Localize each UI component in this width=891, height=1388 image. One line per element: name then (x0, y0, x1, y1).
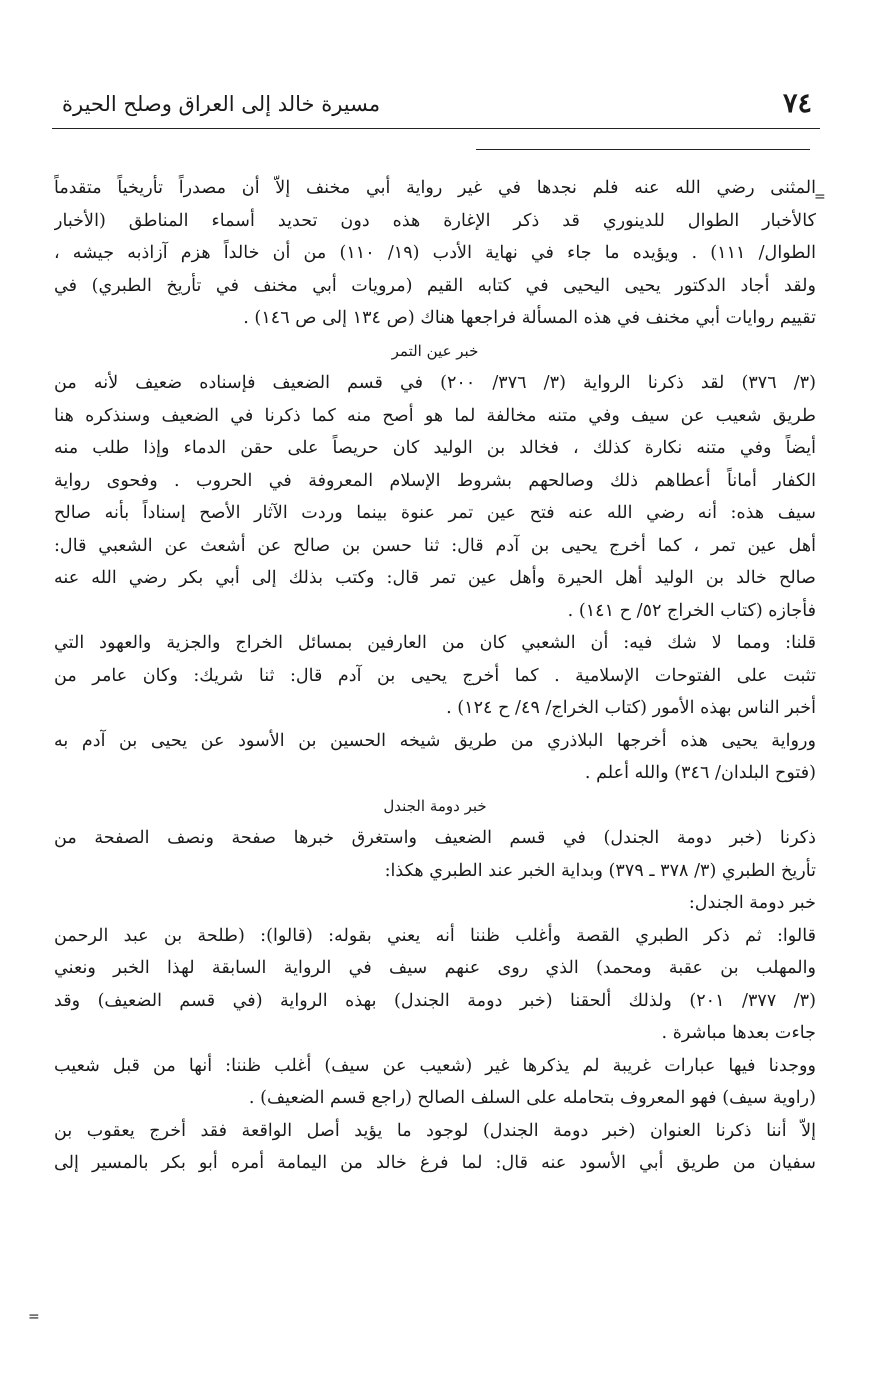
text-line: (راوية سيف) فهو المعروف بتحامله على السلف الصالح (راجع قسم الضعيف) . (248, 1088, 816, 1108)
header-divider (52, 128, 820, 129)
continuation-mark-bottom: = (28, 1309, 40, 1325)
text-line: فأجازه (كتاب الخراج ٥٢/ ح ١٤١) . (567, 600, 816, 621)
text-line: ووجدنا فيها عبارات غريبة لم يذكرها غير (شعيب عن سيف) أغلب ظننا: أنها من قبل شعيب (54, 1055, 816, 1076)
text-line: أخبر الناس بهذه الأمور (كتاب الخراج/ ٤٩/ ح ١٢٤) . (446, 698, 816, 718)
text-line: المثنى رضي الله عنه فلم نجدها في غير رواية أبي مخنف إلاّ أن مصدراً تأريخياً متقدماً (54, 178, 816, 198)
text-line: خبر دومة الجندل: (688, 893, 816, 913)
text-line: قلنا: ومما لا شك فيه: أن الشعبي كان من العارفين بمسائل الخراج والجزية والعهود التي (54, 633, 816, 653)
page-header (52, 84, 820, 124)
text-line: تقييم روايات أبي مخنف في هذه المسألة فراجعها هناك (ص ١٣٤ إلى ص ١٤٦) . (243, 308, 816, 328)
text-line: صالح خالد بن الوليد أهل الحيرة وأهل عين تمر قال: وكتب بذلك إلى أبي بكر رضي الله عنه (54, 568, 816, 588)
text-line: تثبت على الفتوحات الإسلامية . كما أخرج يحيى بن آدم قال: ثنا شريك: وكان عامر من (54, 665, 816, 686)
text-line: ورواية يحيى هذه أخرجها البلاذري من طريق شيخه الحسين بن الأسود عن يحيى بن آدم به (54, 730, 816, 751)
running-title: مسيرة خالد إلى العراق وصلح الحيرة (62, 92, 381, 116)
text-line: قالوا: ثم ذكر الطبري القصة وأغلب ظننا أنه يعني بقوله: (قالوا): (طلحة بن عبد الرحمن (54, 925, 816, 946)
text-line: طريق شعيب عن سيف وفي متنه مخالفة لما هو أصح منه كما ذكرنا في الضعيف وسنذكره هنا (54, 405, 816, 426)
continuation-mark-top: = (814, 189, 826, 205)
text-line: أيضاً وفي متنه نكارة كذلك ، فخالد بن الوليد كان حريصاً على حقن الدماء وإذا طلب منه (54, 438, 816, 458)
text-line: الكفار أماناً أعطاهم ذلك وصالحهم بشروط الإسلام المعروفة في الحروب . وفحوى رواية (54, 470, 816, 491)
text-line: تأريخ الطبري (٣/ ٣٧٨ ـ ٣٧٩) وبداية الخبر عند الطبري هكذا: (384, 860, 816, 881)
footnote-divider (476, 149, 810, 150)
footnote-body (54, 172, 816, 1180)
text-line: (٣/ ٣٧٦) لقد ذكرنا الرواية (٣/ ٣٧٦/ ٢٠٠) في قسم الضعيف فإسناده ضعيف لأنه من (54, 373, 816, 393)
text-line: ذكرنا (خبر دومة الجندل) في قسم الضعيف واستغرق خبرها صفحة ونصف الصفحة من (54, 828, 816, 848)
text-line: (فتوح البلدان/ ٣٤٦) والله أعلم . (584, 763, 816, 783)
text-line: (٣/ ٣٧٧/ ٢٠١) ولذلك ألحقنا (خبر دومة الجندل) بهذه الرواية (في قسم الضعيف) وقد (54, 990, 816, 1011)
text-line: كالأخبار الطوال للدينوري قد ذكر الإغارة هذه دون تحديد أسماء المناطق (الأخبار (54, 210, 816, 231)
text-line: أهل عين تمر ، كما أخرج يحيى بن آدم قال: ثنا حسن بن صالح عن أشعث عن الشعبي قال: (54, 535, 816, 556)
text-line: سيف هذه: أنه رضي الله عنه فتح عين تمر عنوة بينما وردت الآثار الأصح إسناداً بأنه صالح (54, 503, 816, 523)
section-heading: خبر دومة الجندل (383, 796, 487, 815)
text-line: جاءت بعدها مباشرة . (661, 1023, 816, 1043)
section-heading: خبر عين التمر (391, 341, 479, 360)
page-number: ٧٤ (782, 88, 812, 119)
text-line: ولقد أجاد الدكتور يحيى اليحيى في كتابه القيم (مرويات أبي مخنف في تأريخ الطبري) في (54, 275, 816, 296)
text-line: سفيان من طريق أبي الأسود عنه قال: لما فرغ خالد من اليمامة أمره أبو بكر بالمسير إلى (54, 1153, 816, 1173)
text-line: إلاّ أننا ذكرنا العنوان (خبر دومة الجندل) لوجود ما يؤيد أصل الواقعة فقد أخرج يعقوب بن (54, 1120, 816, 1141)
text-line: الطوال/ ١١١) . ويؤيده ما جاء في نهاية الأدب (١٩/ ١١٠) من أن خالداً هزم آزاذبه جيشه ، (54, 243, 816, 263)
text-line: والمهلب بن عقبة ومحمد) الذي روى عنهم سيف في الرواية السابقة لهذا الخبر ونعني (54, 958, 816, 978)
